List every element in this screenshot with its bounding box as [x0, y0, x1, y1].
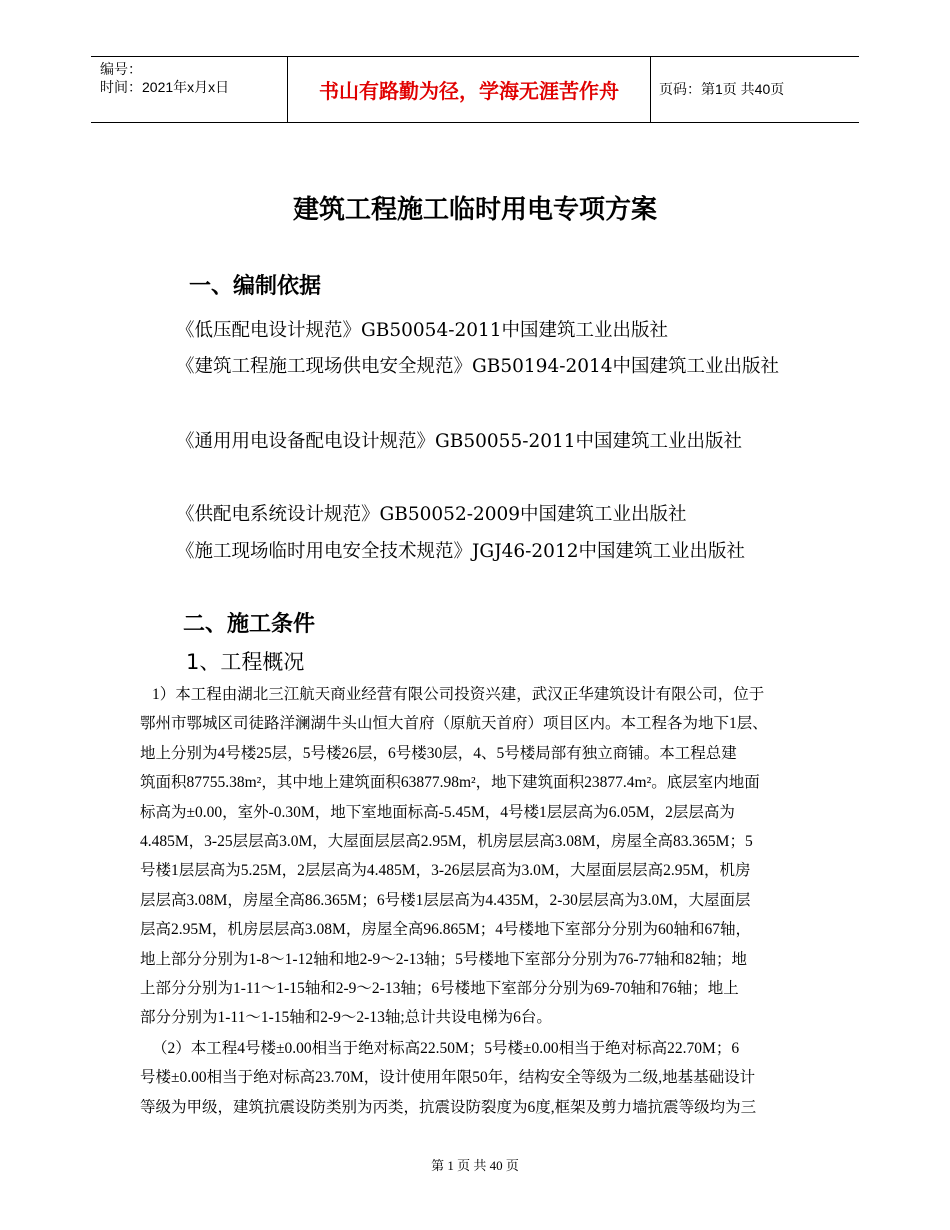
paragraph-line: 1）本工程由湖北三江航天商业经营有限公司投资兴建，武汉正华建筑设计有限公司，位于 — [152, 686, 765, 703]
date-label: 时间：2021年x月x日 — [100, 79, 230, 95]
paragraph-line: 号楼±0.00相当于绝对标高23.70M，设计使用年限50年，结构安全等级为二级,地基基础设计 — [140, 1069, 756, 1087]
reference-item: 《施工现场临时用电安全技术规范》JGJ46-2012中国建筑工业出版社 — [176, 541, 745, 562]
paragraph-line: 鄂州市鄂城区司徒路洋澜湖牛头山恒大首府（原航天首府）项目区内。本工程各为地下1层、 — [140, 715, 768, 733]
paragraph-line: 4.485M，3-25层层高3.0M，大屋面层层高2.95M，机房层层高3.08M，房屋全高83.365M；5 — [140, 833, 753, 851]
paragraph-project-overview — [140, 680, 812, 1033]
paragraph-line: 层高2.95M，机房层层高3.08M，房屋全高96.865M；4号楼地下室部分分别为60轴和67轴， — [140, 921, 751, 939]
paragraph-line: 标高为±0.00，室外-0.30M，地下室地面标高-5.45M，4号楼1层层高为6.05M，2层层高为 — [140, 803, 735, 821]
header-top-rule — [91, 56, 859, 57]
paragraph-line: 地上分别为4号楼25层，5号楼26层，6号楼30层，4、5号楼局部有独立商铺。本工程总建 — [140, 744, 737, 762]
paragraph-line: 号楼1层层高为5.25M，2层层高为4.485M，3-26层层高为3.0M，大屋面层层高2.95M，机房 — [140, 862, 751, 880]
header-motto: 书山有路勤为径，学海无涯苦作舟 — [319, 79, 619, 103]
header-divider-right — [650, 57, 651, 123]
subsection-heading-overview: 1、工程概况 — [186, 650, 305, 674]
page-footer: 第 1 页 共 40 页 — [431, 1158, 519, 1173]
paragraph-elevation — [140, 1034, 812, 1122]
reference-item: 《建筑工程施工现场供电安全规范》GB50194-2014中国建筑工业出版社 — [176, 356, 780, 377]
paragraph-line: （2）本工程4号楼±0.00相当于绝对标高22.50M；5号楼±0.00相当于绝对标高22.70M；6 — [152, 1040, 740, 1057]
paragraph-line: 筑面积87755.38m²，其中地上建筑面积63877.98m²，地下建筑面积23877.4m²。底层室内地面 — [140, 774, 760, 792]
document-title: 建筑工程施工临时用电专项方案 — [292, 195, 657, 225]
section-heading-basis: 一、编制依据 — [189, 274, 322, 299]
page-info: 页码：第1页 共40页 — [659, 81, 785, 97]
paragraph-line: 地上部分分别为1-8～1-12轴和地2-9～2-13轴；5号楼地下室部分分别为76-77轴和82轴；地 — [140, 950, 748, 968]
paragraph-line: 层层高3.08M，房屋全高86.365M；6号楼1层层高为4.435M，2-30层层高为3.0M，大屋面层 — [140, 891, 751, 909]
paragraph-line: 部分分别为1-11～1-15轴和2-9～2-13轴;总计共设电梯为6台。 — [140, 1009, 552, 1027]
reference-item: 《供配电系统设计规范》GB50052-2009中国建筑工业出版社 — [176, 504, 687, 525]
doc-number-label: 编号： — [100, 61, 142, 77]
reference-item: 《通用用电设备配电设计规范》GB50055-2011中国建筑工业出版社 — [176, 431, 743, 452]
paragraph-line: 等级为甲级，建筑抗震设防类别为丙类，抗震设防裂度为6度,框架及剪力墙抗震等级均为三 — [140, 1098, 757, 1116]
reference-item: 《低压配电设计规范》GB50054-2011中国建筑工业出版社 — [176, 320, 669, 341]
section-heading-conditions: 二、施工条件 — [183, 612, 316, 637]
header-bottom-rule — [91, 122, 859, 123]
paragraph-line: 上部分分别为1-11～1-15轴和2-9～2-13轴；6号楼地下室部分分别为69-70轴和76轴；地上 — [140, 980, 739, 998]
